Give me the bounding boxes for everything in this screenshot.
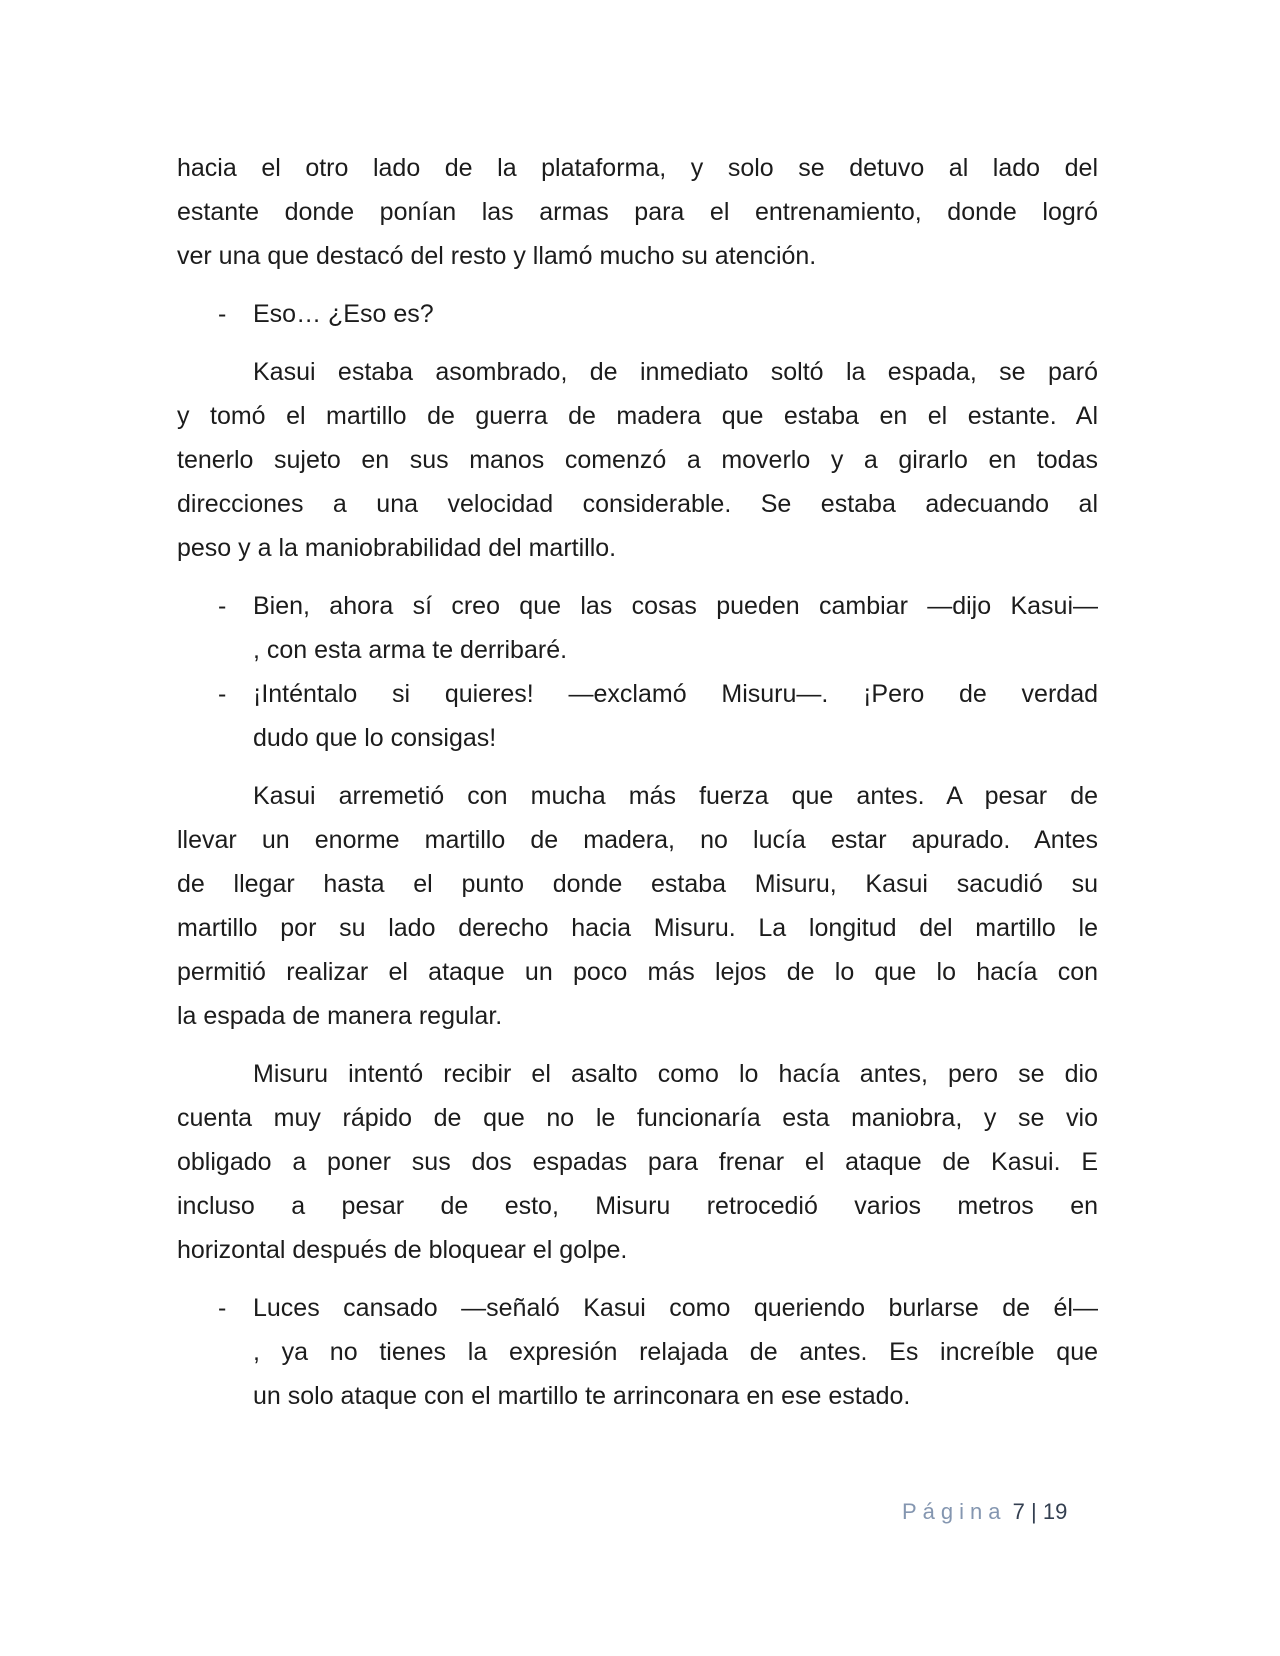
- page-footer: [902, 1499, 1067, 1525]
- text-line: estante donde ponían las armas para el entrenamiento, donde logró: [177, 198, 1098, 226]
- page-body: [177, 146, 1098, 1432]
- text-line: la espada de manera regular.: [177, 1002, 503, 1030]
- dialogue-dash: -: [218, 1294, 227, 1322]
- page-label: Página: [902, 1499, 1007, 1524]
- text-line: martillo por su lado derecho hacia Misuru. La longitud del martillo le: [177, 914, 1098, 942]
- dialogue-dash: -: [218, 592, 227, 620]
- text-line: llevar un enorme martillo de madera, no lucía estar apurado. Antes: [177, 826, 1098, 854]
- text-line: ver una que destacó del resto y llamó mucho su atención.: [177, 242, 817, 270]
- paragraph: [177, 146, 1098, 278]
- text-line: Bien, ahora sí creo que las cosas pueden cambiar —dijo Kasui—: [253, 592, 1098, 620]
- text-line: , con esta arma te derribaré.: [253, 636, 568, 664]
- text-line: y tomó el martillo de guerra de madera que estaba en el estante. Al: [177, 402, 1098, 430]
- dialogue-line: [177, 584, 1098, 672]
- text-line: tenerlo sujeto en sus manos comenzó a moverlo y a girarlo en todas: [177, 446, 1098, 474]
- text-line: cuenta muy rápido de que no le funcionaría esta maniobra, y se vio: [177, 1104, 1098, 1132]
- text-line: Kasui estaba asombrado, de inmediato soltó la espada, se paró: [253, 358, 1098, 386]
- text-line: incluso a pesar de esto, Misuru retrocedió varios metros en: [177, 1192, 1098, 1220]
- paragraph: [177, 1052, 1098, 1272]
- text-line: horizontal después de bloquear el golpe.: [177, 1236, 628, 1264]
- dialogue-line: [177, 292, 1098, 336]
- text-line: hacia el otro lado de la plataforma, y solo se detuvo al lado del: [177, 154, 1098, 182]
- dialogue-dash: -: [218, 300, 227, 328]
- text-line: Misuru intentó recibir el asalto como lo hacía antes, pero se dio: [253, 1060, 1098, 1088]
- text-line: Eso… ¿Eso es?: [253, 300, 434, 328]
- text-line: peso y a la maniobrabilidad del martillo.: [177, 534, 617, 562]
- text-line: Kasui arremetió con mucha más fuerza que antes. A pesar de: [253, 782, 1098, 810]
- page-number: 7: [1012, 1499, 1025, 1524]
- page-separator: |: [1031, 1499, 1037, 1524]
- dialogue-line: [177, 672, 1098, 760]
- text-line: Luces cansado —señaló Kasui como queriendo burlarse de él—: [253, 1294, 1098, 1322]
- dialogue-line: [177, 1286, 1098, 1418]
- text-line: direcciones a una velocidad considerable. Se estaba adecuando al: [177, 490, 1098, 518]
- paragraph: [177, 350, 1098, 570]
- text-line: , ya no tienes la expresión relajada de antes. Es increíble que: [253, 1338, 1098, 1366]
- text-line: dudo que lo consigas!: [253, 724, 497, 752]
- text-line: permitió realizar el ataque un poco más lejos de lo que lo hacía con: [177, 958, 1098, 986]
- dialogue-dash: -: [218, 680, 227, 708]
- paragraph: [177, 774, 1098, 1038]
- text-line: de llegar hasta el punto donde estaba Misuru, Kasui sacudió su: [177, 870, 1098, 898]
- text-line: ¡Inténtalo si quieres! —exclamó Misuru—. ¡Pero de verdad: [253, 680, 1098, 708]
- text-line: obligado a poner sus dos espadas para frenar el ataque de Kasui. E: [177, 1148, 1098, 1176]
- page-total: 19: [1042, 1499, 1068, 1524]
- text-line: un solo ataque con el martillo te arrinconara en ese estado.: [253, 1382, 911, 1410]
